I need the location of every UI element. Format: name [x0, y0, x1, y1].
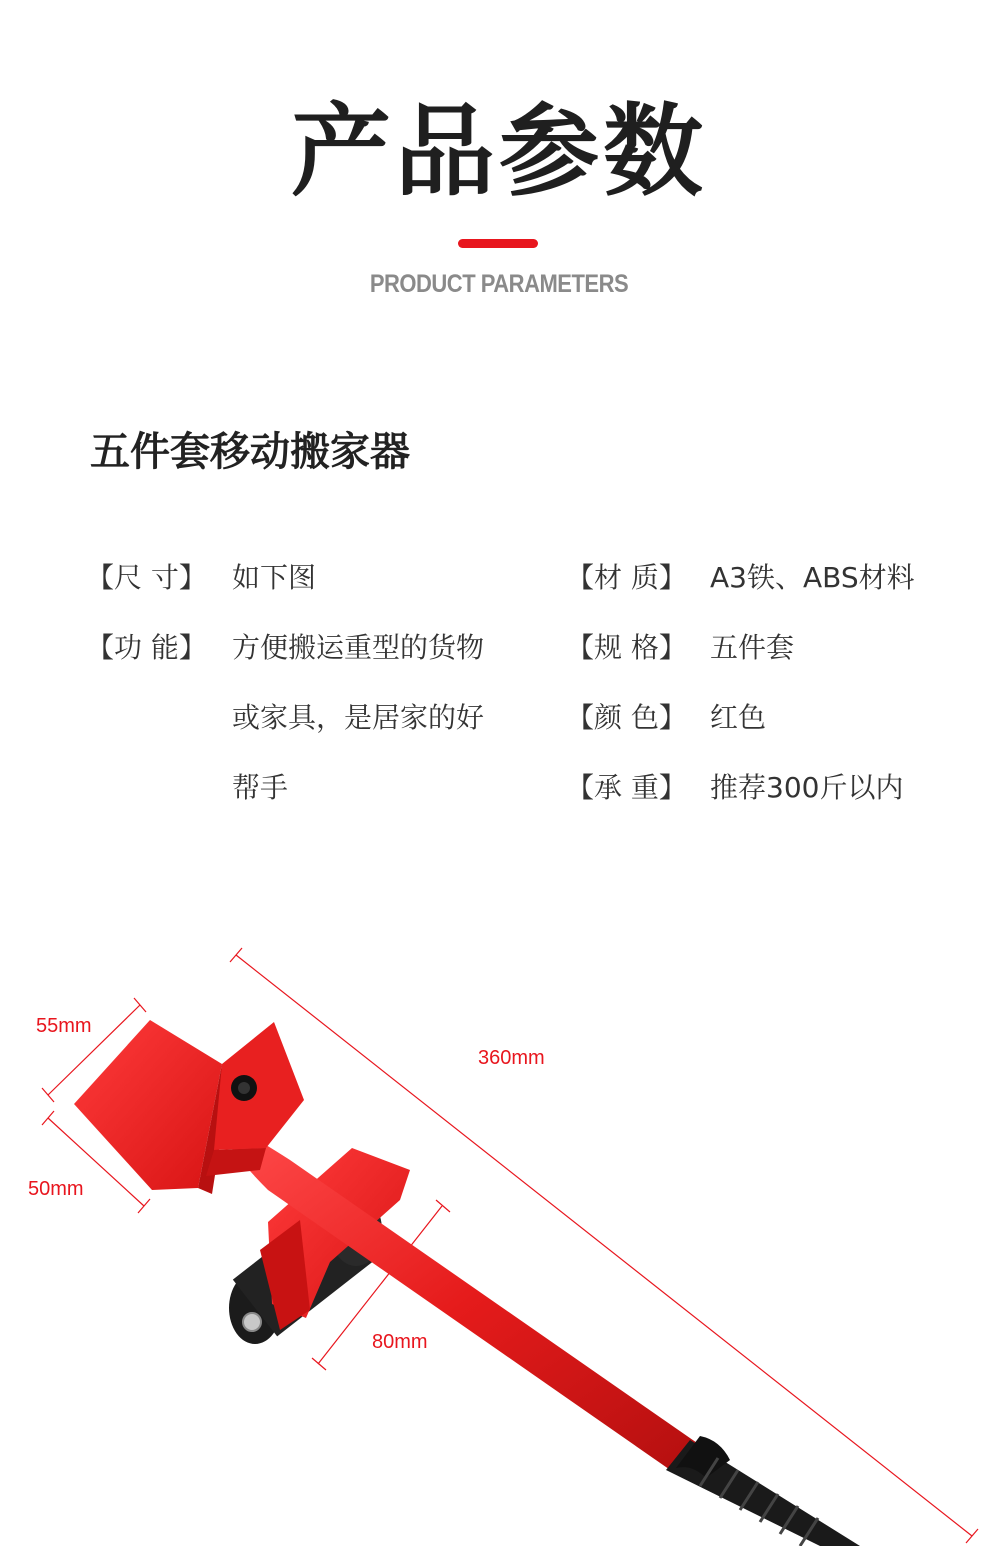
spec-size-value: 如下图 [232, 561, 317, 594]
spec-load-label: 【承 重】 [566, 771, 687, 804]
spec-color-label: 【颜 色】 [566, 701, 687, 734]
dimension-length-label: 360mm [478, 1047, 545, 1069]
handle-grip [666, 1436, 860, 1546]
spec-color-value: 红色 [710, 701, 767, 734]
dimension-plate-depth-label: 50mm [28, 1178, 84, 1200]
product-illustration [0, 920, 998, 1546]
spec-function-value-line3: 帮手 [232, 771, 289, 804]
product-name: 五件套移动搬家器 [90, 429, 410, 475]
dimension-plate-width-label: 55mm [36, 1015, 92, 1037]
spec-spec-label: 【规 格】 [566, 631, 687, 664]
spec-spec-value: 五件套 [710, 631, 795, 664]
spec-function-value-line1: 方便搬运重型的货物 [232, 631, 485, 664]
title-accent-bar [458, 239, 538, 248]
dimension-roller-width-label: 80mm [372, 1331, 428, 1353]
spec-material-value: A3铁、ABS材料 [710, 561, 915, 594]
page-subtitle: PRODUCT PARAMETERS [369, 269, 629, 298]
spec-function-label: 【功 能】 [86, 631, 207, 664]
page-title: 产品参数 [291, 93, 707, 210]
spec-material-label: 【材 质】 [566, 561, 687, 594]
spec-function-value-line2: 或家具，是居家的好 [232, 701, 485, 734]
spec-size-label: 【尺 寸】 [86, 561, 207, 594]
spec-load-value: 推荐300斤以内 [710, 771, 904, 804]
